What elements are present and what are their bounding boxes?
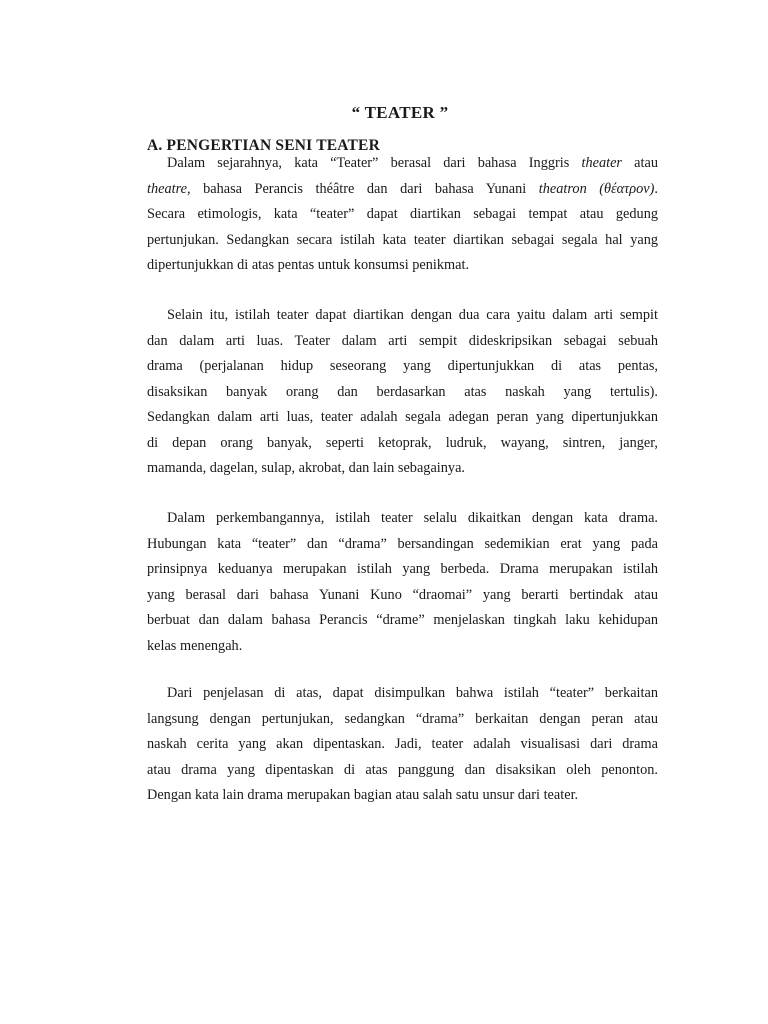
paragraph-line — [147, 456, 658, 482]
paragraph-line — [147, 228, 658, 254]
paragraph-line — [147, 151, 658, 177]
line-text: mamanda, dagelan, sulap, akrobat, dan lain sebagainya. — [147, 460, 465, 476]
line-text: Dalam sejarahnya, kata “Teater” berasal dari bahasa Inggris theater atau — [167, 155, 658, 171]
line-text: kelas menengah. — [147, 637, 243, 654]
line-text: naskah cerita yang akan dipentaskan. Jadi, teater adalah visualisasi dari drama — [147, 736, 658, 752]
paragraph-line — [147, 303, 658, 329]
line-text: dan dalam arti luas. Teater dalam arti sempit dideskripsikan sebagai sebuah — [147, 332, 658, 349]
paragraph-line — [147, 681, 658, 707]
line-text: dipertunjukkan di atas pentas untuk konsumsi penikmat. — [147, 257, 470, 273]
paragraph-line — [147, 506, 658, 532]
paragraph-3 — [147, 506, 658, 659]
line-text: atau drama yang dipentaskan di atas panggung dan disaksikan oleh penonton. — [147, 761, 658, 778]
section-heading: A. PENGERTIAN SENI TEATER — [147, 137, 380, 154]
paragraph-1 — [147, 151, 658, 279]
line-text: yang berasal dari bahasa Yunani Kuno “draomai” yang berarti bertindak atau — [147, 586, 658, 603]
paragraph-line — [147, 583, 658, 609]
line-text: pertunjukan. Sedangkan secara istilah kata teater diartikan sebagai segala hal yang — [147, 231, 658, 248]
line-text: Dengan kata lain drama merupakan bagian atau salah satu unsur dari teater. — [147, 787, 579, 803]
paragraph-line — [147, 783, 658, 809]
paragraph-line — [147, 380, 658, 406]
paragraph-line — [147, 557, 658, 583]
paragraph-line — [147, 431, 658, 457]
paragraph-line — [147, 354, 658, 380]
line-text: Selain itu, istilah teater dapat diartikan dengan dua cara yaitu dalam arti sempit — [167, 307, 658, 323]
line-text: prinsipnya keduanya merupakan istilah yang berbeda. Drama merupakan istilah — [147, 561, 658, 577]
paragraph-line — [147, 707, 658, 733]
paragraph-line — [147, 732, 658, 758]
line-text: Dalam perkembangannya, istilah teater selalu dikaitkan dengan kata drama. — [167, 510, 658, 526]
line-text: Dari penjelasan di atas, dapat disimpulkan bahwa istilah “teater” berkaitan — [167, 685, 658, 701]
paragraph-line — [147, 202, 658, 228]
paragraph-line — [147, 405, 658, 431]
line-text: Sedangkan dalam arti luas, teater adalah segala adegan peran yang dipertunjukkan — [147, 409, 658, 425]
line-text: langsung dengan pertunjukan, sedangkan “drama” berkaitan dengan peran atau — [147, 710, 658, 727]
paragraph-line — [147, 608, 658, 634]
paragraph-line — [147, 532, 658, 558]
line-text: berbuat dan dalam bahasa Perancis “drame” menjelaskan tingkah laku kehidupan — [147, 612, 658, 628]
line-text: Secara etimologis, kata “teater” dapat diartikan sebagai tempat atau gedung — [147, 206, 658, 222]
line-text: di depan orang banyak, seperti ketoprak, ludruk, wayang, sintren, janger, — [147, 434, 658, 451]
paragraph-2 — [147, 303, 658, 482]
paragraph-line — [147, 329, 658, 355]
paragraph-line — [147, 758, 658, 784]
line-text: Hubungan kata “teater” dan “drama” bersandingan sedemikian erat yang pada — [147, 535, 658, 552]
line-text: disaksikan banyak orang dan berdasarkan atas naskah yang tertulis). — [147, 383, 658, 400]
paragraph-line — [147, 634, 658, 660]
document-title: “ TEATER ” — [351, 103, 449, 122]
line-text: drama (perjalanan hidup seseorang yang dipertunjukkan di atas pentas, — [147, 358, 658, 374]
line-text: theatre, bahasa Perancis théâtre dan dari bahasa Yunani theatron (θέατρον). — [147, 180, 658, 197]
paragraph-line — [147, 253, 658, 279]
paragraph-4 — [147, 681, 658, 809]
paragraph-line — [147, 177, 658, 203]
